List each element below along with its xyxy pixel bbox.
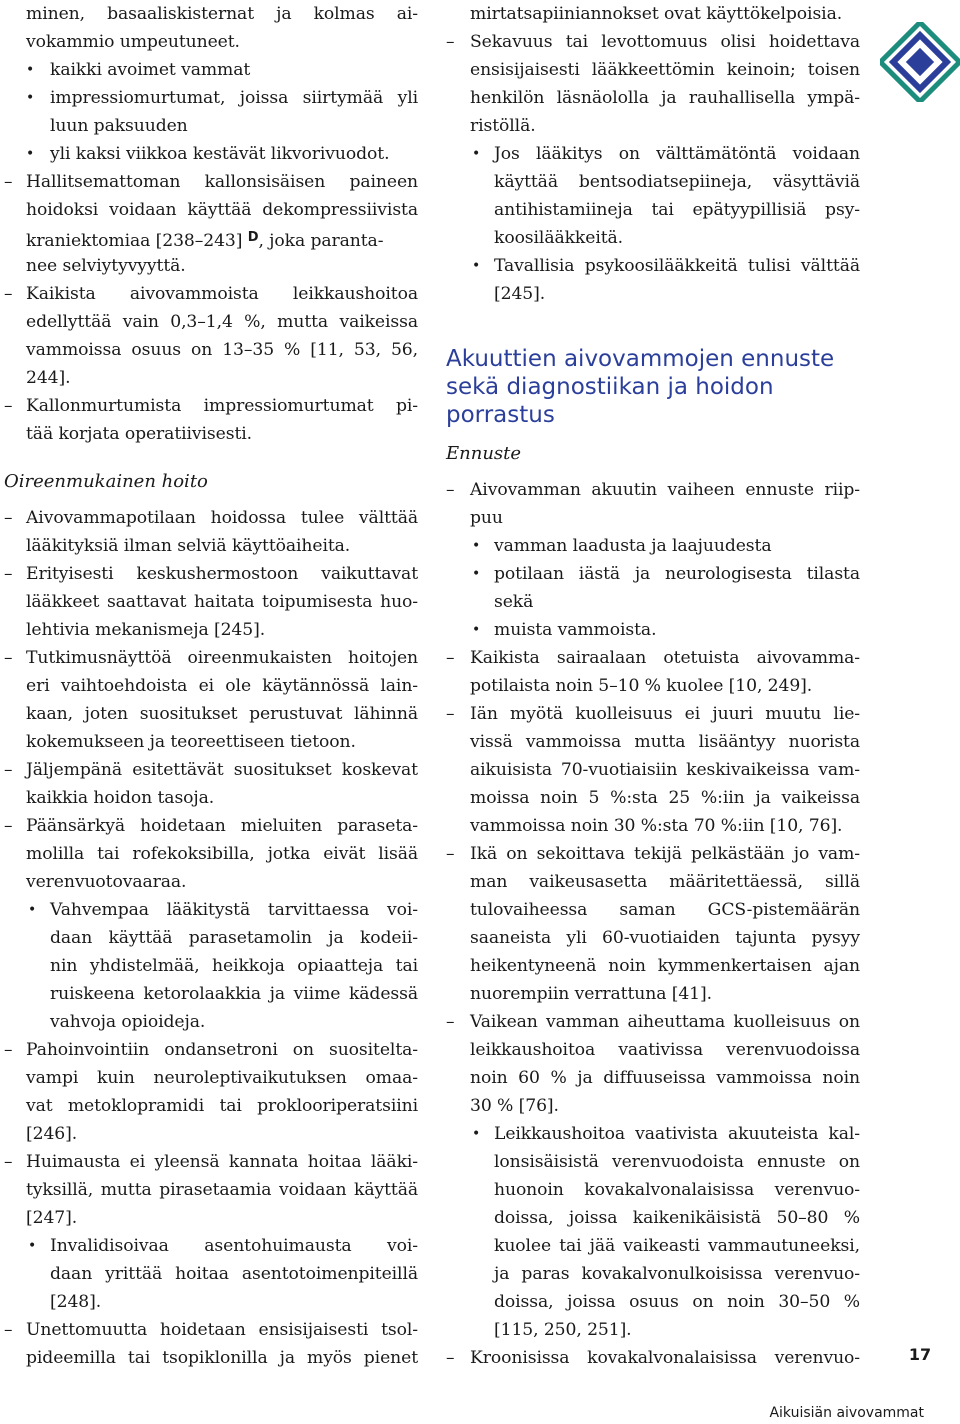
list-item: tulovaiheessa saman GCS-pistemäärän <box>470 900 860 920</box>
list-item: tyksillä, mutta pirasetaamia voidaan käyttää <box>26 1180 418 1200</box>
bullet-item: ja paras kovakalvonulkoisissa verenvuo- <box>494 1264 860 1284</box>
bullet-item: Vahvempaa lääkitystä tarvittaessa voi- <box>50 900 418 920</box>
list-item: saaneista yli 60-vuotiaiden tajunta pysyy <box>470 928 860 948</box>
bullet-item: vamman laadusta ja laajuudesta <box>494 536 772 556</box>
list-item: lehtivia mekanismeja [245]. <box>26 620 266 640</box>
list-item: 30 % [76]. <box>470 1096 559 1116</box>
bullet-item: käyttää bentsodiatsepiineja, väsyttäviä <box>494 172 860 192</box>
subheading: Oireenmukainen hoito <box>4 471 208 492</box>
section-heading: porrastus <box>446 402 555 428</box>
bullet-item: daan käyttää parasetamolin ja kodeii- <box>50 928 418 948</box>
text-line: minen, basaaliskisternat ja kolmas ai- <box>26 4 418 24</box>
list-item: leikkaushoitoa vaativissa verenvuodoissa <box>470 1040 860 1060</box>
dash-icon: – <box>4 396 13 416</box>
bullet-item: nin yhdistelmää, heikkoja opiaatteja tai <box>50 956 418 976</box>
bullet-item: lonsisäisistä verenvuodoista ennuste on <box>494 1152 860 1172</box>
list-item: lääkityksiä ilman selviä käyttöaiheita. <box>26 536 351 556</box>
bullet-item: koosilääkkeitä. <box>494 228 624 248</box>
text-line: mirtatsapiiniannokset ovat käyttökelpoisia. <box>470 4 843 24</box>
list-item: aikuisista 70-vuotiaisiin keskivaikeissa vam- <box>470 760 860 780</box>
bullet-item: doissa, joissa osuus on noin 30–50 % <box>494 1292 860 1312</box>
dash-icon: – <box>446 1348 455 1368</box>
list-item: Unettomuutta hoidetaan ensisijaisesti tsol- <box>26 1320 418 1340</box>
dash-icon: – <box>4 284 13 304</box>
bullet-item: doissa, joissa kaikenikäisistä 50–80 % <box>494 1208 860 1228</box>
list-item: Kaikista aivovammoista leikkaushoitoa <box>26 284 418 304</box>
bullet-icon: • <box>472 146 481 162</box>
dash-icon: – <box>4 816 13 836</box>
bullet-icon: • <box>28 1238 37 1254</box>
dash-icon: – <box>4 1152 13 1172</box>
bullet-item: ruiskeena ketorolaakkia ja viime kädessä <box>50 984 418 1004</box>
list-item: kaan, joten suositukset perustuvat lähinnä <box>26 704 418 724</box>
bullet-item: daan yrittää hoitaa asentotoimenpiteillä <box>50 1264 418 1284</box>
list-item: pideemilla tai tsopiklonilla ja myös pienet <box>26 1348 418 1368</box>
evidence-level-badge: D <box>247 230 259 245</box>
bullet-icon: • <box>26 146 35 162</box>
dash-icon: – <box>446 648 455 668</box>
bullet-item: [115, 250, 251]. <box>494 1320 632 1340</box>
citation: kraniektomiaa [238–243] <box>26 231 243 251</box>
text-line: vokammio umpeutuneet. <box>26 32 240 52</box>
list-item: [247]. <box>26 1208 78 1228</box>
list-item: Päänsärkyä hoidetaan mieluiten paraseta- <box>26 816 418 836</box>
bullet-item: impressiomurtumat, joissa siirtymää yli <box>50 88 418 108</box>
list-item: Tutkimusnäyttöä oireenmukaisten hoitojen <box>26 648 418 668</box>
bullet-icon: • <box>472 258 481 274</box>
bullet-item: kuolee tai jää vaikeasti vammautuneeksi, <box>494 1236 860 1256</box>
list-item: Jäljempänä esitettävät suositukset koskevat <box>26 760 418 780</box>
list-item: ristöllä. <box>470 116 536 136</box>
list-item: Ikä on sekoittava tekijä pelkästään jo vam- <box>470 844 860 864</box>
list-item: moissa noin 5 %:sta 25 %:iin ja vaikeissa <box>470 788 860 808</box>
list-item: vampi kuin neuroleptivaikutuksen omaa- <box>26 1068 418 1088</box>
section-heading: Akuuttien aivovammojen ennuste <box>446 346 835 372</box>
list-item: Pahoinvointiin ondansetroni on suositelta- <box>26 1040 418 1060</box>
bullet-item: huonoin kovakalvonalaisissa verenvuo- <box>494 1180 860 1200</box>
dash-icon: – <box>4 760 13 780</box>
diamond-logo-icon <box>880 22 960 102</box>
list-item: Kroonisissa kovakalvonalaisissa verenvuo- <box>470 1348 860 1368</box>
bullet-item: kaikki avoimet vammat <box>50 60 251 80</box>
dash-icon: – <box>4 648 13 668</box>
dash-icon: – <box>4 1320 13 1340</box>
list-item: Huimausta ei yleensä kannata hoitaa lääki- <box>26 1152 418 1172</box>
bullet-item: luun paksuuden <box>50 116 188 136</box>
list-item <box>26 224 418 252</box>
bullet-icon: • <box>28 902 37 918</box>
list-item: kokemukseen ja teoreettiseen tietoon. <box>26 732 356 752</box>
list-item: verenvuotovaaraa. <box>26 872 187 892</box>
dash-icon: – <box>446 1012 455 1032</box>
list-item: potilaista noin 5–10 % kuolee [10, 249]. <box>470 676 813 696</box>
list-item: ensisijaisesti lääkkeettömin keinoin; toisen <box>470 60 860 80</box>
dash-icon: – <box>446 844 455 864</box>
list-item: heikentyneenä noin kymmenkertaisen ajan <box>470 956 860 976</box>
list-item: Sekavuus tai levottomuus olisi hoidettava <box>470 32 860 52</box>
dash-icon: – <box>4 1040 13 1060</box>
dash-icon: – <box>4 508 13 528</box>
page-number: 17 <box>908 1345 932 1364</box>
list-item: molilla tai rofekoksibilla, jotka eivät lisää <box>26 844 418 864</box>
list-item: vat metoklopramidi tai proklooriperatsiini <box>26 1096 418 1116</box>
footer-title: Aikuisiän aivovammat <box>769 1405 924 1421</box>
dash-icon: – <box>4 564 13 584</box>
bullet-icon: • <box>26 62 35 78</box>
list-item: vammoissa osuus on 13–35 % [11, 53, 56, <box>26 340 418 360</box>
list-item: henkilön läsnäololla ja rauhallisella ympä- <box>470 88 860 108</box>
list-item: Iän myötä kuolleisuus ei juuri muutu lie- <box>470 704 860 724</box>
list-item: vissä vammoissa mutta lisääntyy nuorista <box>470 732 860 752</box>
list-item: puu <box>470 508 503 528</box>
bullet-item: [248]. <box>50 1292 102 1312</box>
bullet-icon: • <box>472 566 481 582</box>
dash-icon: – <box>4 172 13 192</box>
section-heading: sekä diagnostiikan ja hoidon <box>446 374 774 400</box>
text-fragment: , joka paranta- <box>258 231 384 251</box>
list-item: man vaikeusasetta määritettäessä, sillä <box>470 872 860 892</box>
bullet-icon: • <box>472 1126 481 1142</box>
list-item: hoidoksi voidaan käyttää dekompressiivista <box>26 200 418 220</box>
bullet-item: antihistamiineja tai epätyypillisiä psy- <box>494 200 860 220</box>
list-item: tää korjata operatiivisesti. <box>26 424 253 444</box>
list-item: Aivovammapotilaan hoidossa tulee välttää <box>26 508 418 528</box>
dash-icon: – <box>446 32 455 52</box>
bullet-item: potilaan iästä ja neurologisesta tilasta <box>494 564 860 584</box>
list-item: Hallitsemattoman kallonsisäisen paineen <box>26 172 418 192</box>
list-item: [246]. <box>26 1124 78 1144</box>
bullet-item: Invalidisoivaa asentohuimausta voi- <box>50 1236 418 1256</box>
list-item: nuorempiin verrattuna [41]. <box>470 984 712 1004</box>
bullet-item: Jos lääkitys on välttämätöntä voidaan <box>494 144 860 164</box>
list-item: Erityisesti keskushermostoon vaikuttavat <box>26 564 418 584</box>
list-item: edellyttää vain 0,3–1,4 %, mutta vaikeissa <box>26 312 418 332</box>
list-item: vammoissa noin 30 %:sta 70 %:iin [10, 76]. <box>470 816 843 836</box>
bullet-item: vahvoja opioideja. <box>50 1012 206 1032</box>
bullet-item: yli kaksi viikkoa kestävät likvorivuodot. <box>50 144 390 164</box>
bullet-icon: • <box>26 90 35 106</box>
bullet-item: Tavallisia psykoosilääkkeitä tulisi välttää <box>494 256 860 276</box>
bullet-icon: • <box>472 538 481 554</box>
list-item: 244]. <box>26 368 71 388</box>
bullet-item: [245]. <box>494 284 546 304</box>
list-item: lääkkeet saattavat haitata toipumisesta huo- <box>26 592 418 612</box>
list-item: Vaikean vamman aiheuttama kuolleisuus on <box>470 1012 860 1032</box>
bullet-item: muista vammoista. <box>494 620 657 640</box>
list-item: Aivovamman akuutin vaiheen ennuste riip- <box>470 480 860 500</box>
list-item: Kaikista sairaalaan otetuista aivovamma- <box>470 648 860 668</box>
list-item: eri vaihtoehdoista ei ole käytännössä lain- <box>26 676 418 696</box>
list-item: kaikkia hoidon tasoja. <box>26 788 215 808</box>
list-item: Kallonmurtumista impressiomurtumat pi- <box>26 396 418 416</box>
list-item: noin 60 % ja diffuuseissa vammoissa noin <box>470 1068 860 1088</box>
bullet-item: sekä <box>494 592 534 612</box>
dash-icon: – <box>446 480 455 500</box>
dash-icon: – <box>446 704 455 724</box>
subheading: Ennuste <box>446 443 522 464</box>
bullet-item: Leikkaushoitoa vaativista akuuteista kal- <box>494 1124 860 1144</box>
bullet-icon: • <box>472 622 481 638</box>
list-item: nee selviytyvyyttä. <box>26 256 186 276</box>
